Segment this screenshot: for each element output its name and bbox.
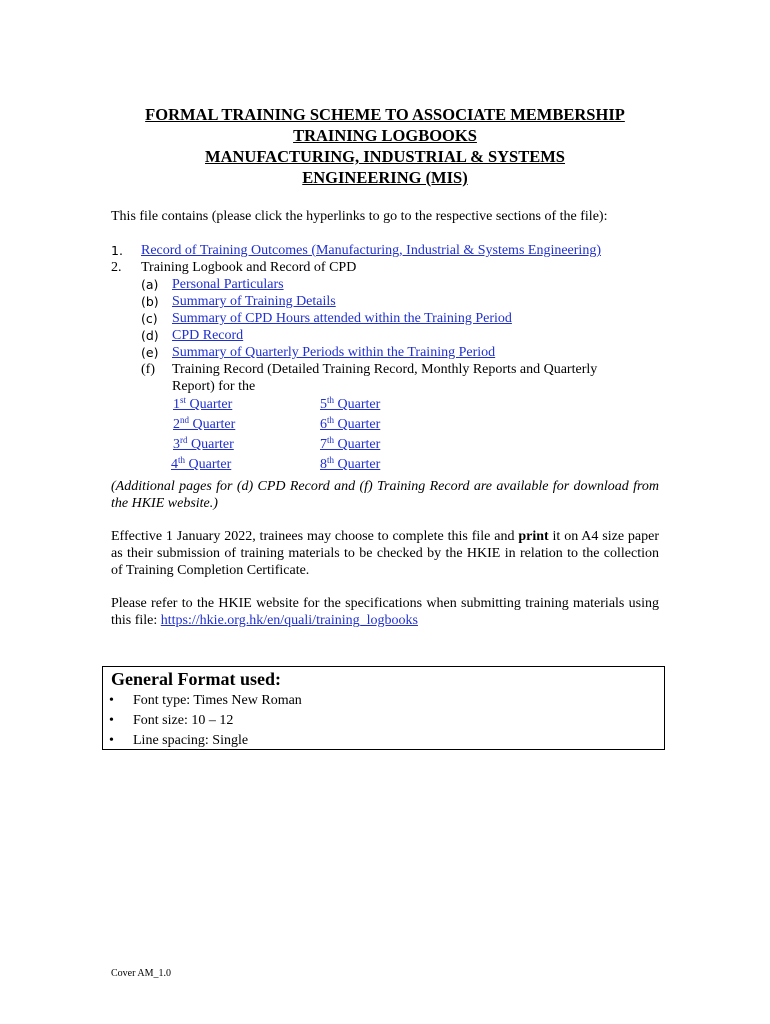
link-quarter-1[interactable]: 1st Quarter xyxy=(173,395,233,412)
link-quarter-4[interactable]: 4th Quarter xyxy=(171,455,232,472)
link-quarter-7[interactable]: 7th Quarter xyxy=(320,435,381,452)
general-format-box: General Format used: • Font type: Times New Roman • Font size: 10 – 12 • Line spacing: Single xyxy=(102,666,665,750)
training-record-label-line-1: Training Record (Detailed Training Record, Monthly Reports and Quarterly xyxy=(172,362,598,377)
link-summary-of-cpd-hours[interactable]: Summary of CPD Hours attended within the Training Period xyxy=(172,311,512,326)
refer-paragraph: Please refer to the HKIE website for the specifications when submitting training materials using this file: https://hkie.org.hk/en/quali/training_logbooks xyxy=(111,596,659,628)
bullet-icon: • xyxy=(109,733,114,748)
sublist-marker: (c) xyxy=(141,311,158,326)
sublist-marker: (e) xyxy=(141,345,159,360)
link-cpd-record[interactable]: CPD Record xyxy=(172,328,244,343)
title-line-2: TRAINING LOGBOOKS xyxy=(293,126,477,145)
link-quarter-6[interactable]: 6th Quarter xyxy=(320,415,381,432)
link-summary-of-training-details[interactable]: Summary of Training Details xyxy=(172,294,336,309)
title-line-1: FORMAL TRAINING SCHEME TO ASSOCIATE MEMBERSHIP xyxy=(145,105,625,124)
link-summary-of-quarterly-periods[interactable]: Summary of Quarterly Periods within the Training Period xyxy=(172,345,496,360)
sublist-marker: (d) xyxy=(141,328,159,343)
link-quarter-5[interactable]: 5th Quarter xyxy=(320,395,381,412)
document-title xyxy=(100,104,670,188)
sublist-marker: (a) xyxy=(141,277,159,292)
additional-pages-note: (Additional pages for (d) CPD Record and (f) Training Record are available for download from the HKIE website.) xyxy=(111,479,659,511)
training-record-label-line-2: Report) for the xyxy=(172,379,256,394)
link-personal-particulars[interactable]: Personal Particulars xyxy=(172,277,284,292)
link-quarter-2[interactable]: 2nd Quarter xyxy=(173,415,236,432)
title-line-4: ENGINEERING (MIS) xyxy=(302,168,468,187)
list-marker: 2. xyxy=(111,260,122,275)
general-format-heading: General Format used: xyxy=(111,669,281,689)
sublist-marker: (b) xyxy=(141,294,159,309)
bullet-icon: • xyxy=(109,713,114,728)
list-item-label: Training Logbook and Record of CPD xyxy=(141,260,357,275)
title-line-3: MANUFACTURING, INDUSTRIAL & SYSTEMS xyxy=(205,147,565,166)
link-quarter-3[interactable]: 3rd Quarter xyxy=(173,435,234,452)
sublist-marker: (f) xyxy=(141,362,155,377)
link-quarter-8[interactable]: 8th Quarter xyxy=(320,455,381,472)
link-record-of-training-outcomes[interactable]: Record of Training Outcomes (Manufacturing, Industrial & Systems Engineering) xyxy=(141,243,601,258)
effective-paragraph: Effective 1 January 2022, trainees may choose to complete this file and print it on A4 size paper as their submission of training materials to be checked by the HKIE in relation to the collection of Training Completion Certificate. xyxy=(111,529,659,578)
footer-version: Cover AM_1.0 xyxy=(111,968,171,979)
bullet-icon: • xyxy=(109,693,114,708)
list-marker: 1. xyxy=(111,243,123,258)
hkie-logbooks-link[interactable]: https://hkie.org.hk/en/quali/training_logbooks xyxy=(160,613,418,628)
print-emphasis: print xyxy=(518,529,549,544)
intro-text: This file contains (please click the hyperlinks to go to the respective sections of the file): xyxy=(111,209,608,224)
